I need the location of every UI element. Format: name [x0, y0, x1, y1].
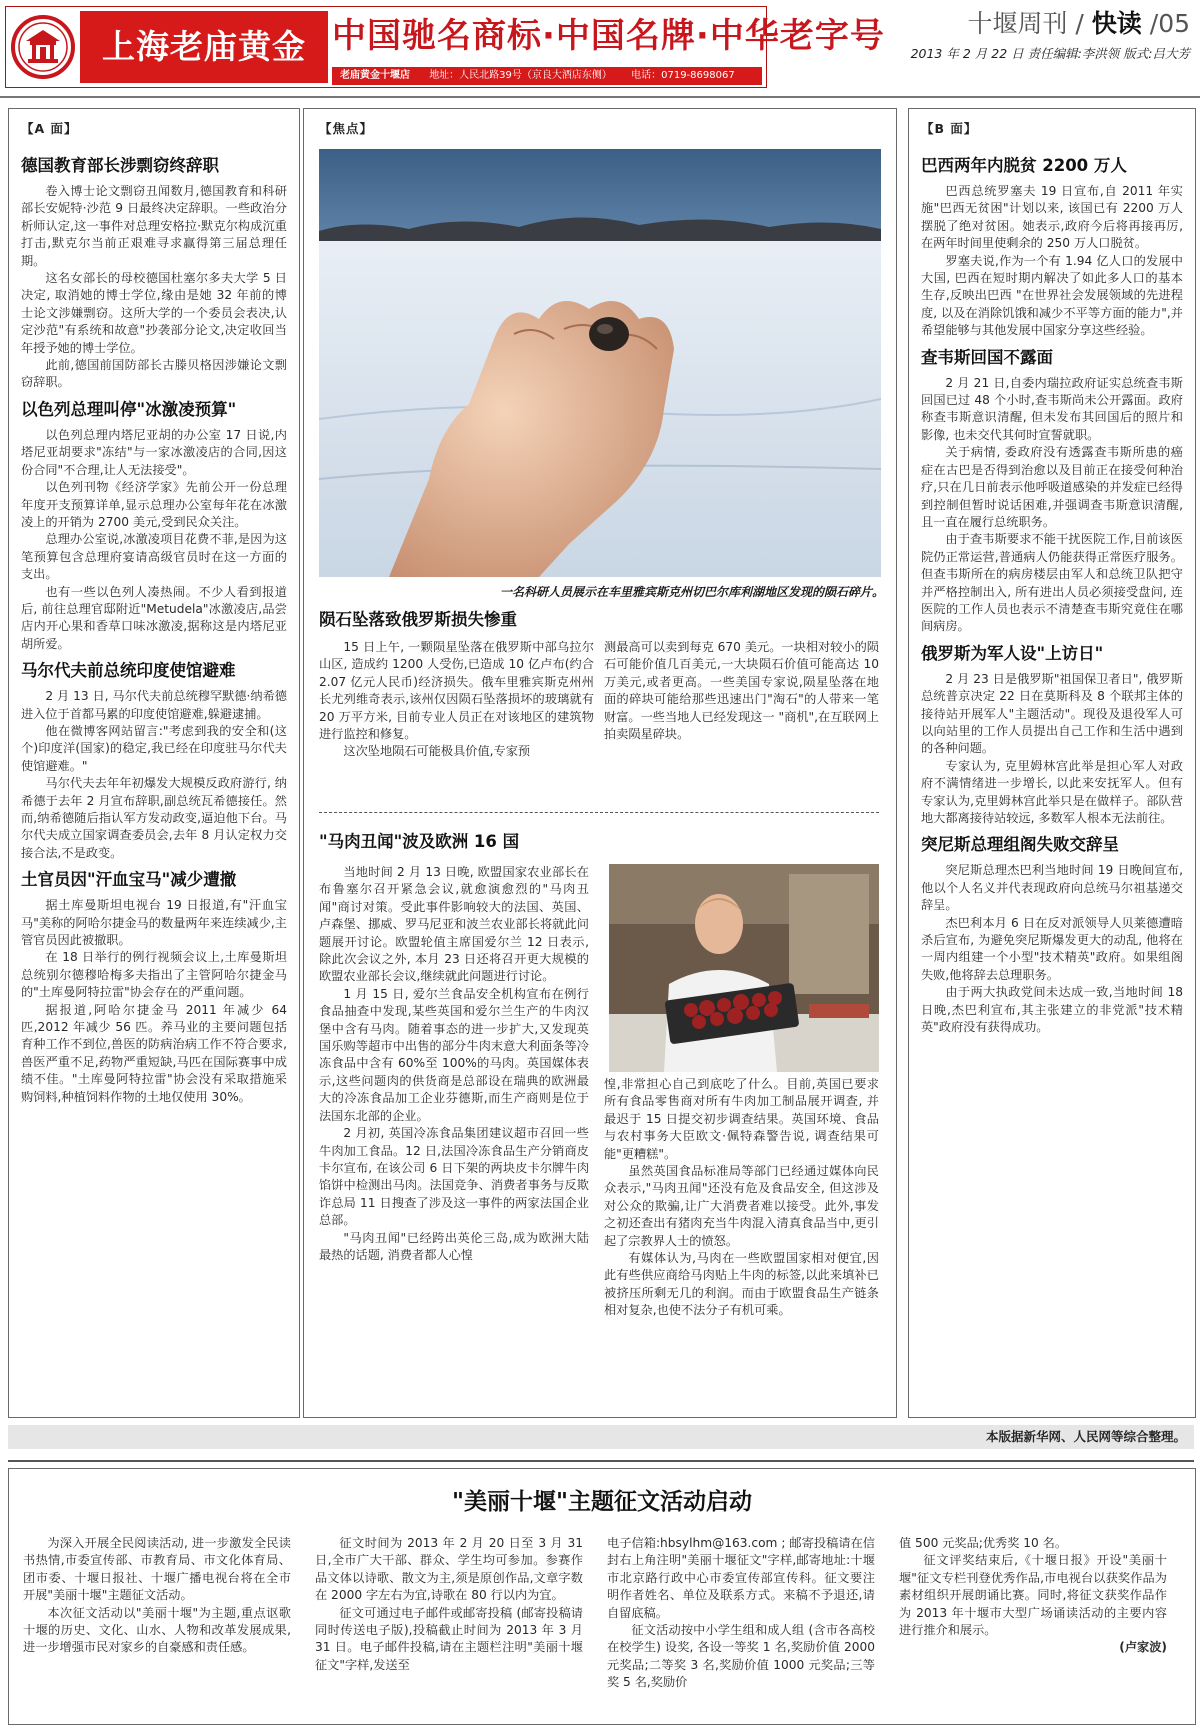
article-paragraph: 专家认为, 克里姆林宫此举是担心军人对政府不满情绪进一步增长, 以此来安抚军人。但有专家认为,克里姆林宫此举只是在做样子。部队营地大都离接待站较远, 多数军人根本无法前往。 [921, 758, 1183, 825]
advert-banner [5, 6, 885, 88]
a-article [21, 155, 287, 392]
b-article [921, 347, 1183, 636]
article-paragraph: 虽然英国食品标准局等部门已经通过媒体向民众表示,"马肉丑闻"还没有危及食品安全, 但这涉及对公众的欺骗,让广大消费者难以接受。此外,事发之初还查出有猪肉充当牛肉混入清真食品当中,更引起了宗教界人士的愤怒。 [604, 1164, 879, 1248]
essay-column [23, 1535, 291, 1657]
article-paragraph: 这名女部长的母校德国杜塞尔多夫大学 5 日决定, 取消她的博士学位,缘由是她 32 年前的博士论文涉嫌剽窃。这所大学的一个委员会表决,认定沙范"有系统和故意"抄袭部分论文,决定收回当年授予她的博士学位。 [21, 271, 287, 355]
masthead: 十堰周刊 / 快读 /05 2013 年 2 月 22 日 责任编辑:李洪领 版式:吕大芳 [910, 9, 1190, 61]
essay-paragraph: 征文可通过电子邮件或邮寄投稿 (邮寄投稿请同时传送电子版),投稿截止时间为 2013 年 3 月 31 日。电子邮件投稿,请在主题栏注明"美丽十堰征文"字样,发送至 [315, 1605, 583, 1672]
essay-paragraph: 征文评奖结束后,《十堰日报》开设"美丽十堰"征文专栏刊登优秀作品,市电视台以获奖作品为素材组织开展朗诵比赛。同时,将征文获奖作品作为 2013 年十堰市大型广场诵读活动的主要内容进行推介和展示。 [899, 1553, 1167, 1638]
essay-paragraph: 征文时间为 2013 年 2 月 20 日至 3 月 31 日,全市广大干部、群众、学生均可参加。参赛作品文体以诗歌、散文为主,须是原创作品,文章字数在 2000 字左右为宜,诗歌在 80 行以内为宜。 [315, 1536, 583, 1603]
b-article [921, 643, 1183, 828]
section-name: 快读 [1091, 9, 1142, 38]
essay-column [315, 1535, 583, 1674]
article-body [319, 864, 589, 1264]
page-number: 05 [1158, 9, 1190, 38]
advert-store: 老庙黄金十堰店 [340, 70, 410, 81]
article-body [319, 639, 594, 761]
essay-paragraph: 本次征文活动以"美丽十堰"为主题,重点讴歌十堰的历史、文化、山水、人物和改革发展成果,进一步增强市民对家乡的自豪感和责任感。 [23, 1605, 291, 1655]
column-b [908, 108, 1196, 1418]
paper-name: 十堰周刊 [967, 9, 1068, 38]
article-headline: 俄罗斯为军人设"上访日" [921, 643, 1104, 663]
essay-signature: (卢家波) [1119, 1640, 1167, 1655]
essay-paragraph: 为深入开展全民阅读活动, 进一步激发全民读书热情,市委宣传部、市教育局、市文化体育局、团市委、十堰日报社、十堰广播电视台将在全市开展"美丽十堰"主题征文活动。 [23, 1536, 291, 1603]
article-paragraph: 2 月 13 日, 马尔代夫前总统穆罕默德·纳希德进入位于首都马累的印度使馆避难,躲避逮捕。 [21, 689, 287, 721]
article-headline: 德国教育部长涉剽窃终辞职 [21, 156, 219, 175]
temple-logo-icon [10, 11, 76, 83]
article-paragraph: 15 日上午, 一颗陨星坠落在俄罗斯中部乌拉尔山区, 造成约 1200 人受伤,已造成 10 亿卢布(约合 2.07 亿元人民币)经济损失。俄车里雅宾斯克州州长尤列维奇表示,该州仅因陨石坠落损坏的玻璃就有 20 万平方米, 目前专业人员正在对该地区的建筑物进行监控和修复。 [319, 640, 594, 742]
article-paragraph: 他在微博客网站留言:"考虑到我的安全和(这个)印度洋(国家)的稳定,我已经在印度驻马尔代夫使馆避难。" [21, 723, 287, 773]
page-header [0, 0, 1200, 100]
advert-contact-bar [332, 67, 762, 85]
article-paragraph: 2 月 21 日,自委内瑞拉政府证实总统查韦斯回国已过 48 个小时,查韦斯尚未公开露面。政府称查韦斯意识清醒, 但未发布其回国后的照片和影像, 也未交代其何时宣誓就职。 [921, 375, 1183, 442]
article-headline: "马肉丑闻"波及欧洲 16 国 [319, 832, 520, 851]
article-headline: 马尔代夫前总统印度使馆避难 [21, 661, 236, 681]
article-headline: 巴西两年内脱贫 2200 万人 [921, 156, 1127, 175]
article-paragraph: 1 月 15 日, 爱尔兰食品安全机构宣布在例行食品抽查中发现,某些英国和爱尔兰生产的牛肉汉堡中含有马肉。随着事态的进一步扩大,又发现英国乐购等超市中出售的部分牛肉末意大利面条等冷冻食品中含有 60%至 100%的马肉。英国媒体表示,这些问题肉的供货商是总部设在瑞典的欧洲最大的冷冻食品加工企业芬德斯,而生产商则是位于法国东北部的企业。 [319, 986, 589, 1123]
article-paragraph: 此前,德国前国防部长古滕贝格因涉嫌论文剽窃辞职。 [21, 358, 287, 390]
article-paragraph: 当地时间 2 月 13 日晚, 欧盟国家农业部长在布鲁塞尔召开紧急会议,就愈演愈烈的"马肉丑闻"商讨对策。受此事件影响较大的法国、英国、卢森堡、挪威、罗马尼亚和波兰农业部长将就此问题展开讨论。欧盟轮值主席国爱尔兰 12 日表示,除此次会议之外, 本月 23 日还将召开更大规模的欧盟农业部长会议,继续就此问题进行讨论。 [319, 865, 589, 984]
article-paragraph: "马肉丑闻"已经跨出英伦三岛,成为欧洲大陆最热的话题, 消费者都人心惶 [319, 1230, 589, 1262]
dashed-divider [319, 812, 879, 813]
article-headline: 陨石坠落致俄罗斯损失惨重 [319, 610, 517, 629]
article-body [604, 1076, 879, 1320]
column-a-tag: 【A 面】 [21, 121, 78, 136]
article-paragraph: 以色列刊物《经济学家》先前公开一份总理年度开支预算详单,显示总理办公室每年花在冰激凌上的开销为 2700 美元,受到民众关注。 [21, 480, 287, 529]
essay-paragraph: 值 500 元奖品;优秀奖 10 名。 [899, 1536, 1068, 1550]
article-paragraph: 卷入博士论文剽窃丑闻数月,德国教育和科研部长安妮特·沙范 9 日最终决定辞职。一些政治分析师认定,这一事件对总理安格拉·默克尔构成沉重打击,默克尔当前正艰难寻求赢得第三届总理任期。 [21, 184, 287, 268]
article-paragraph: 突尼斯总理杰巴利当地时间 19 日晚间宣布,他以个人名义并代表现政府向总统马尔祖基递交辞呈。 [921, 863, 1183, 913]
butcher-photo [609, 864, 879, 1072]
column-a [8, 108, 300, 1418]
article-paragraph: 总理办公室说,冰激凌项目花费不菲,是因为这笔预算包含总理府宴请高级官员时在这一方面的支出。 [21, 532, 287, 582]
b-article [921, 155, 1183, 340]
article-headline: 突尼斯总理组阁失败交辞呈 [921, 835, 1119, 855]
article-headline: 土官员因"汗血宝马"减少遭撤 [21, 870, 237, 890]
article-paragraph: 由于两大执政党间未达成一致,当地时间 18 日晚,杰巴利宣布,其主张建立的非党派"技术精英"政府没有获得成功。 [921, 985, 1183, 1035]
meteorite-photo [319, 149, 881, 577]
article-paragraph: 测最高可以卖到每克 670 美元。一块相对较小的陨石可能价值几百美元,一大块陨石价值可能高达 10 万美元,或者更高。一些美国专家说,陨星坠落在地面的碎块可能给那些迅速出门"淘石"的人带来一笔财富。一些当地人已经发现这一 "商机",在互联网上拍卖陨星碎块。 [604, 640, 879, 742]
article-paragraph: 巴西总统罗塞夫 19 日宣布,自 2011 年实施"巴西无贫困"计划以来, 该国已有 2200 万人摆脱了绝对贫困。她表示,政府今后将再接再厉, 在两年时间里使剩余的 250 万人口脱贫。 [921, 184, 1183, 251]
article-paragraph: 罗塞夫说,作为一个有 1.94 亿人口的发展中大国, 巴西在短时期内解决了如此多人口的基本生存,反映出巴西 "在世界社会发展领域的先进程度, 以及在消除饥饿和减少不平等方面的能力",并希望能够与其他发展中国家分享这些经验。 [921, 253, 1183, 338]
essay-column [607, 1535, 875, 1692]
essay-column [899, 1535, 1167, 1657]
article-paragraph: 杰巴利本月 6 日在反对派领导人贝莱德遭暗杀后宣布, 为避免突尼斯爆发更大的动乱, 他将在一周内组建一个小型"技术精英"政府。如果组阁失败,他将辞去总理职务。 [921, 915, 1183, 982]
advert-brand: 上海老庙黄金 [80, 11, 328, 83]
article-paragraph: 以色列总理内塔尼亚胡的办公室 17 日说,内塔尼亚胡要求"冻结"与一家冰激凌店的合同,因这份合同"不合理,让人无法接受"。 [21, 427, 287, 477]
article-paragraph: 这次坠地陨石可能极具价值,专家预 [343, 744, 531, 759]
advert-phone: 电话：0719-8698067 [631, 70, 735, 81]
article-paragraph: 2 月初, 英国冷冻食品集团建议超市召回一些牛肉加工食品。12 日,法国冷冻食品生产分销商皮卡尔宣布, 在该公司 6 日下架的两块皮卡尔牌牛肉馅饼中检测出马肉。法国竞争、消费者事务与反欺诈总局 11 日搜查了涉及这一事件的两家法国企业总部。 [319, 1126, 589, 1228]
essay-title: "美丽十堰"主题征文活动启动 [452, 1489, 752, 1515]
article-paragraph: 关于病情, 委政府没有透露查韦斯所患的癌症在古巴是否得到治愈以及目前正在接受何种治疗,只在几日前表示他呼吸道感染的并发症已经得到控制但暂时说话困难,并强调查韦斯意识清醒, 且一直在履行总统职务。 [921, 445, 1183, 529]
article-headline: 以色列总理叫停"冰激凌预算" [21, 399, 237, 419]
article-paragraph: 有媒体认为,马肉在一些欧盟国家相对便宜,因此有些供应商给马肉贴上牛肉的标签,以此来填补已被挤压所剩无几的利润。而由于欧盟食品生产链条相对复杂,也使不法分子有机可乘。 [604, 1251, 879, 1318]
column-c-tag: 【B 面】 [921, 121, 978, 136]
advert-slogan: 中国驰名商标·中国名牌·中华老字号 [332, 16, 885, 56]
column-focus [303, 108, 897, 1418]
column-b-tag: 【焦点】 [319, 121, 374, 136]
essay-paragraph: 征文活动按中小学生组和成人组 (含市各高校在校学生) 设奖, 各设一等奖 1 名,奖励价值 2000 元奖品;二等奖 3 名,奖励价值 1000 元奖品;三等奖 5 名,奖励价 [607, 1623, 875, 1690]
article-paragraph: 2 月 23 日是俄罗斯"祖国保卫者日", 俄罗斯总统普京决定 22 日在莫斯科及 8 个联邦主体的接待站开展军人"主题活动"。现役及退役军人可以向站里的工作人员提出自己工作和生活中遇到的各种问题。 [921, 671, 1183, 756]
source-credit: 本版据新华网、人民网等综合整理。 [985, 1429, 1186, 1444]
b-article [921, 834, 1183, 1036]
essay-notice [8, 1468, 1196, 1725]
article-headline: 查韦斯回国不露面 [921, 347, 1053, 367]
a-article [21, 660, 287, 862]
header-rule [0, 96, 1200, 98]
article-paragraph: 由于查韦斯要求不能干扰医院工作,目前该医院仍正常运营,普通病人仍能获得正常医疗服务。但查韦斯所在的病房楼层由军人和总统卫队把守并严格控制出入, 所有进出人员必须接受盘问, 连医院的工作人员也表示不清楚查韦斯究竟住在哪间病房。 [921, 532, 1183, 634]
photo-caption: 一名科研人员展示在车里雅宾斯克州切巴尔库利湖地区发现的陨石碎片。 [499, 585, 884, 599]
a-article [21, 399, 287, 653]
article-paragraph: 在 18 日举行的例行视频会议上,土库曼斯坦总统别尔德穆哈梅多夫指出了主管阿哈尔捷金马的"土库曼阿特拉雷"协会存在的严重问题。 [21, 950, 287, 1000]
article-paragraph: 也有一些以色列人凑热闹。不少人看到报道后, 前往总理官邸附近"Metudela"冰激凌店,品尝店内开心果和香草口味冰激凌,据称这是内塔尼亚胡所爱。 [21, 584, 287, 651]
article-paragraph: 惶,非常担心自己到底吃了什么。目前,英国已要求所有食品零售商对所有牛肉加工制品展开调查, 并最迟于 15 日提交初步调查结果。英国环境、食品与农村事务大臣欧文·佩特森警告说, 调查结果可能"更糟糕"。 [604, 1077, 879, 1161]
a-article [21, 869, 287, 1106]
article-paragraph: 据报道,阿哈尔捷金马 2011 年减少 64 匹,2012 年减少 56 匹。养马业的主要问题包括育种工作不到位,兽医的防病治病工作不符合要求,兽医严重不足,药物严重短缺,马匹在国际赛事中成绩不佳。"土库曼阿特拉雷"协会没有采取措施采购饲料,种植饲料作物的土地仅使用 30%。 [21, 1002, 287, 1104]
essay-paragraph: 电子信箱:hbsylhm@163.com ; 邮寄投稿请在信封右上角注明"美丽十堰征文"字样,邮寄地址:十堰市北京路行政中心市委宣传部宣传科。征文要注明作者姓名、单位及联系方式。来稿不予退还,请自留底稿。 [607, 1536, 875, 1620]
date-editor-line: 2013 年 2 月 22 日 责任编辑:李洪领 版式:吕大芳 [910, 46, 1190, 61]
section-rule [8, 1460, 1194, 1462]
article-paragraph: 马尔代夫去年年初爆发大规模反政府游行, 纳希德于去年 2 月宣布辞职,副总统瓦希德接任。然而,纳希德随后指认军方发动政变,逼迫他下台。马尔代夫成立国家调查委员会,去年 8 月认定权力交接合法,不是政变。 [21, 776, 287, 860]
article-body [604, 639, 879, 743]
advert-address: 地址：人民北路39号（京良大酒店东侧） [429, 70, 612, 81]
article-paragraph: 据土库曼斯坦电视台 19 日报道,有"汗血宝马"美称的阿哈尔捷金马的数量两年来连续减少,主管官员因此被撤职。 [21, 898, 287, 948]
